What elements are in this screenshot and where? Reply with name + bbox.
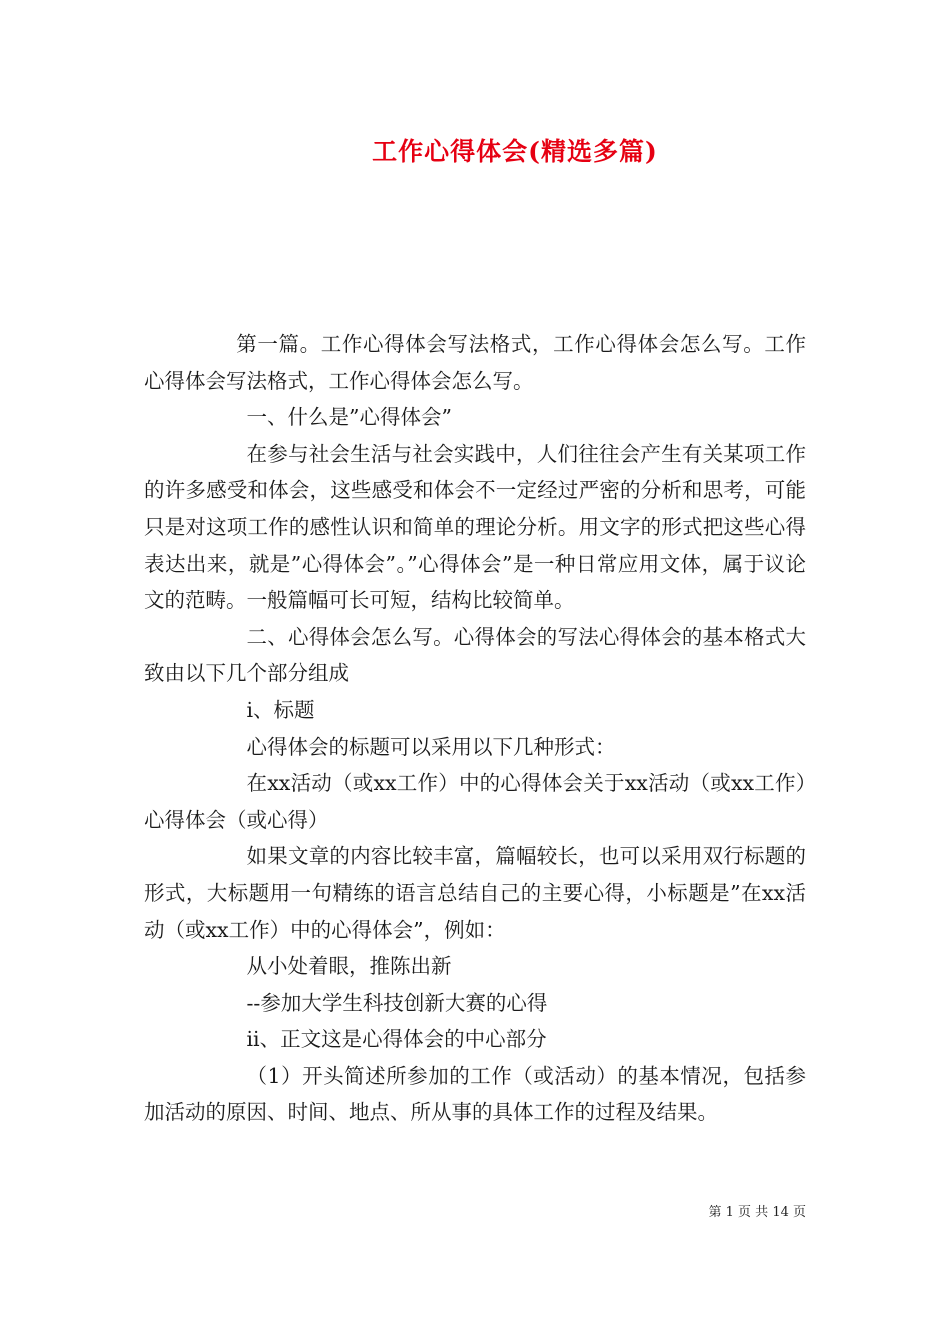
subheading-body: ii、正文这是心得体会的中心部分 bbox=[246, 1027, 547, 1052]
subheading-title: i、标题 bbox=[246, 697, 315, 722]
paragraph-title-forms: 心得体会的标题可以采用以下几种形式： bbox=[246, 734, 616, 759]
paragraph-intro: 第一篇。工作心得体会写法格式，工作心得体会怎么写。工作心得体会写法格式，工作心得体会怎么写。 bbox=[144, 332, 806, 393]
section-heading-how: 二、心得体会怎么写。心得体会的写法心得体会的基本格式大致由以下几个部分组成 bbox=[144, 624, 806, 686]
document-body bbox=[144, 326, 806, 1131]
paragraph-definition: 在参与社会生活与社会实践中，人们往往会产生有关某项工作的许多感受和体会，这些感受和体会不一定经过严密的分析和思考，可能只是对这项工作的感性认识和简单的理论分析。用文字的形式把这些心得表达出来，就是”心得体会”。”心得体会”是一种日常应用文体，属于议论文的范畴。一般篇幅可长可短，结构比较简单。 bbox=[144, 441, 806, 613]
paragraph-title-example: 在xx活动（或xx工作）中的心得体会关于xx活动（或xx工作）心得体会（或心得） bbox=[144, 771, 806, 832]
paragraph-opening: （1）开头简述所参加的工作（或活动）的基本情况，包括参加活动的原因、时间、地点、所从事的具体工作的过程及结果。 bbox=[144, 1063, 806, 1125]
page-number-footer: 第 1 页 共 14 页 bbox=[708, 1205, 806, 1220]
section-heading-what: 一、什么是”心得体会” bbox=[246, 405, 452, 430]
example-subtitle: --参加大学生科技创新大赛的心得 bbox=[246, 990, 548, 1015]
document-title: 工作心得体会(精选多篇) bbox=[372, 137, 658, 166]
paragraph-double-title: 如果文章的内容比较丰富，篇幅较长，也可以采用双行标题的形式，大标题用一句精练的语言总结自己的主要心得，小标题是”在xx活动（或xx工作）中的心得体会”，例如： bbox=[144, 844, 806, 942]
example-main-title: 从小处着眼，推陈出新 bbox=[246, 954, 452, 979]
